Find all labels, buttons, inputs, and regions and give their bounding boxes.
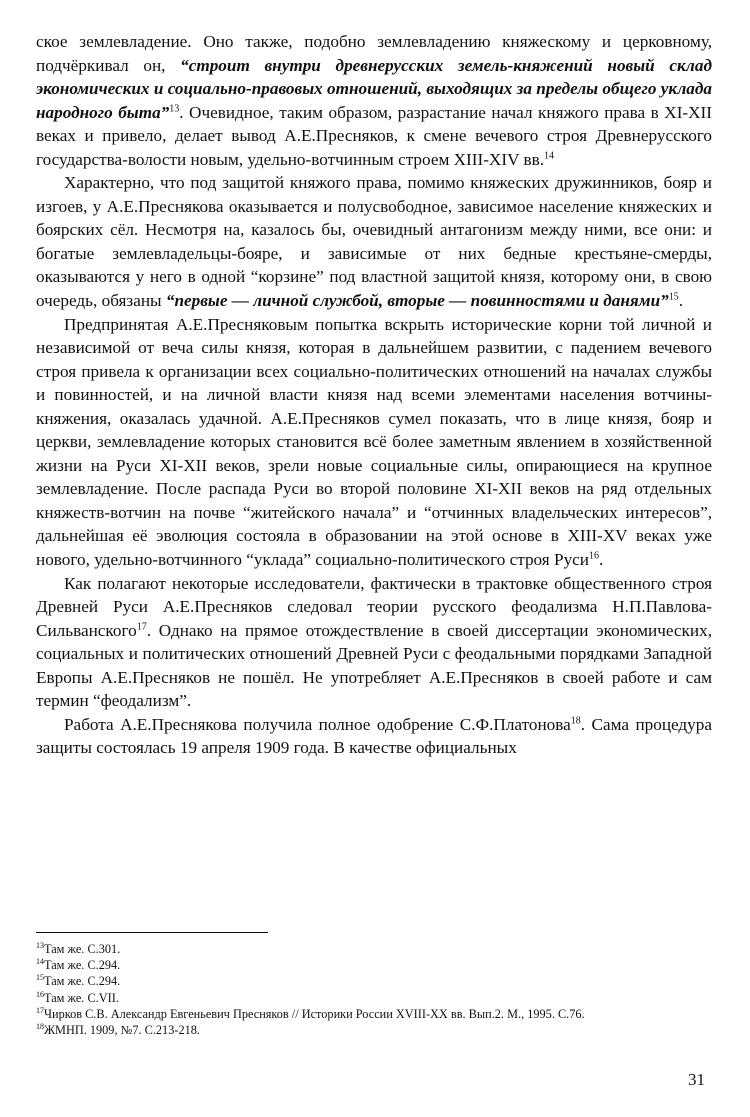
quotation: “строит внутри древнерусских земель-княжений новый склад экономических и социально-правовых отношений, выходящих за пределы общего уклада народного быта” bbox=[36, 55, 712, 122]
main-text bbox=[36, 30, 712, 760]
paragraph bbox=[36, 572, 712, 713]
text-run: . Сама процедура защиты состоялась 19 апреля 1909 года. В качестве официальных bbox=[36, 714, 712, 758]
footnote-text: Там же. С.VII. bbox=[44, 990, 119, 1005]
text-run: Характерно, что под защитой княжого права, помимо княжеских дружинников, бояр и изгоев, у А.Е.Преснякова оказывается и полусвободное, зависимое население княжеских и боярских сёл. Несмотря на, казалось бы, очевидный антагонизм между ними, все они: и богатые землевладельцы-бояре, и зависимые от них бедные крестьяне-смерды, оказываются у него в одной “корзине” под властной защитой князя, которому они, в свою очередь, обязаны bbox=[36, 173, 712, 311]
paragraph bbox=[36, 313, 712, 572]
footnote-number: 17 bbox=[36, 1005, 44, 1015]
footnote-ref: 15 bbox=[668, 291, 679, 303]
footnote-ref: 18 bbox=[570, 715, 581, 727]
text-run: Как полагают некоторые исследователи, фактически в трактовке общественного строя Древней Руси А.Е.Пресняков следовал теории русского феодализма Н.П.Павлова-Сильванского bbox=[36, 573, 712, 640]
footnote-ref: 16 bbox=[589, 550, 599, 562]
footnote-ref: 14 bbox=[544, 150, 554, 161]
footnote-ref: 13 bbox=[169, 102, 180, 114]
footnote bbox=[36, 957, 726, 973]
text-run: Работа А.Е.Преснякова получила полное одобрение С.Ф.Платонова bbox=[64, 714, 571, 734]
paragraph bbox=[36, 171, 712, 312]
footnote-separator bbox=[36, 932, 268, 933]
footnote-text: Там же. С.294. bbox=[44, 958, 121, 973]
footnote-ref: 17 bbox=[136, 620, 147, 632]
footnote-number: 13 bbox=[36, 940, 44, 950]
footnote-number: 14 bbox=[36, 957, 44, 967]
footnote-text: Там же. С.301. bbox=[44, 942, 121, 956]
text-run: Предпринятая А.Е.Пресняковым попытка вскрыть исторические корни той личной и независимой от веча силы князя, которая в дальнейшем развитии, с падением вечевого строя привела к организации всех социально-политических отношений на началах службы и повинностей, и на личной власти князя над всеми элементами населения вотчины-княжения, оказалась удачной. А.Е.Пресняков сумел показать, что в лице князя, бояр и церкви, землевладение которых становится всё более заметным явлением в хозяйственной жизни на Руси XI-XII веков, зрели новые социальные силы, опирающиеся на крупное землевладение. После распада Руси во второй половине XI-XII веков на ряд отдельных княжеств-вотчин на почве “житейского начала” и “отчинных владельческих интересов”, дальнейшая её эволюция состояла в образовании на этой основе в XIII-XV веках уже нового, удельно-вотчинного “уклада” социально-политического строя Руси bbox=[36, 314, 712, 570]
text-run: . bbox=[599, 550, 604, 570]
footnote bbox=[36, 1006, 726, 1022]
text-run: . bbox=[678, 291, 684, 311]
footnote bbox=[36, 973, 726, 989]
paragraph bbox=[36, 713, 712, 760]
footnote bbox=[36, 1022, 726, 1038]
footnote-number: 18 bbox=[36, 1021, 44, 1031]
footnotes bbox=[36, 941, 726, 1038]
text-run: ское землевладение. Оно также, подобно землевладению княжескому и церковному, подчёркивал он, bbox=[36, 32, 712, 75]
quotation: “первые — личной службой, вторые — повинностями и данями” bbox=[165, 291, 669, 311]
footnote bbox=[36, 941, 726, 957]
footnote-text: Там же. С.294. bbox=[44, 974, 121, 989]
footnote-number: 16 bbox=[36, 989, 44, 999]
paragraph bbox=[36, 30, 712, 171]
footnote-number: 15 bbox=[36, 973, 44, 983]
footnote bbox=[36, 990, 726, 1006]
text-run: . Однако на прямое отождествление в своей диссертации экономических, социальных и политических отношений Древней Руси с феодальными порядками Западной Европы А.Е.Пресняков не пошёл. Не употребляет А.Е.Пресняков в своей работе и сам термин “феодализм”. bbox=[36, 620, 712, 711]
text-run: . Очевидное, таким образом, разрастание начал княжого права в XI-XII веках и привело, делает вывод А.Е.Пресняков, к смене вечевого строя Древнерусского государства-волости новым, удельно-вотчинным строем XIII-XIV вв. bbox=[36, 102, 712, 169]
footnote-text: ЖМНП. 1909, №7. С.213-218. bbox=[44, 1023, 200, 1038]
footnote-text: Чирков С.В. Александр Евгеньевич Пресняков // Историки России XVIII-XX вв. Вып.2. М., 1995. С.76. bbox=[44, 1006, 585, 1021]
page-number: 31 bbox=[688, 1070, 705, 1089]
